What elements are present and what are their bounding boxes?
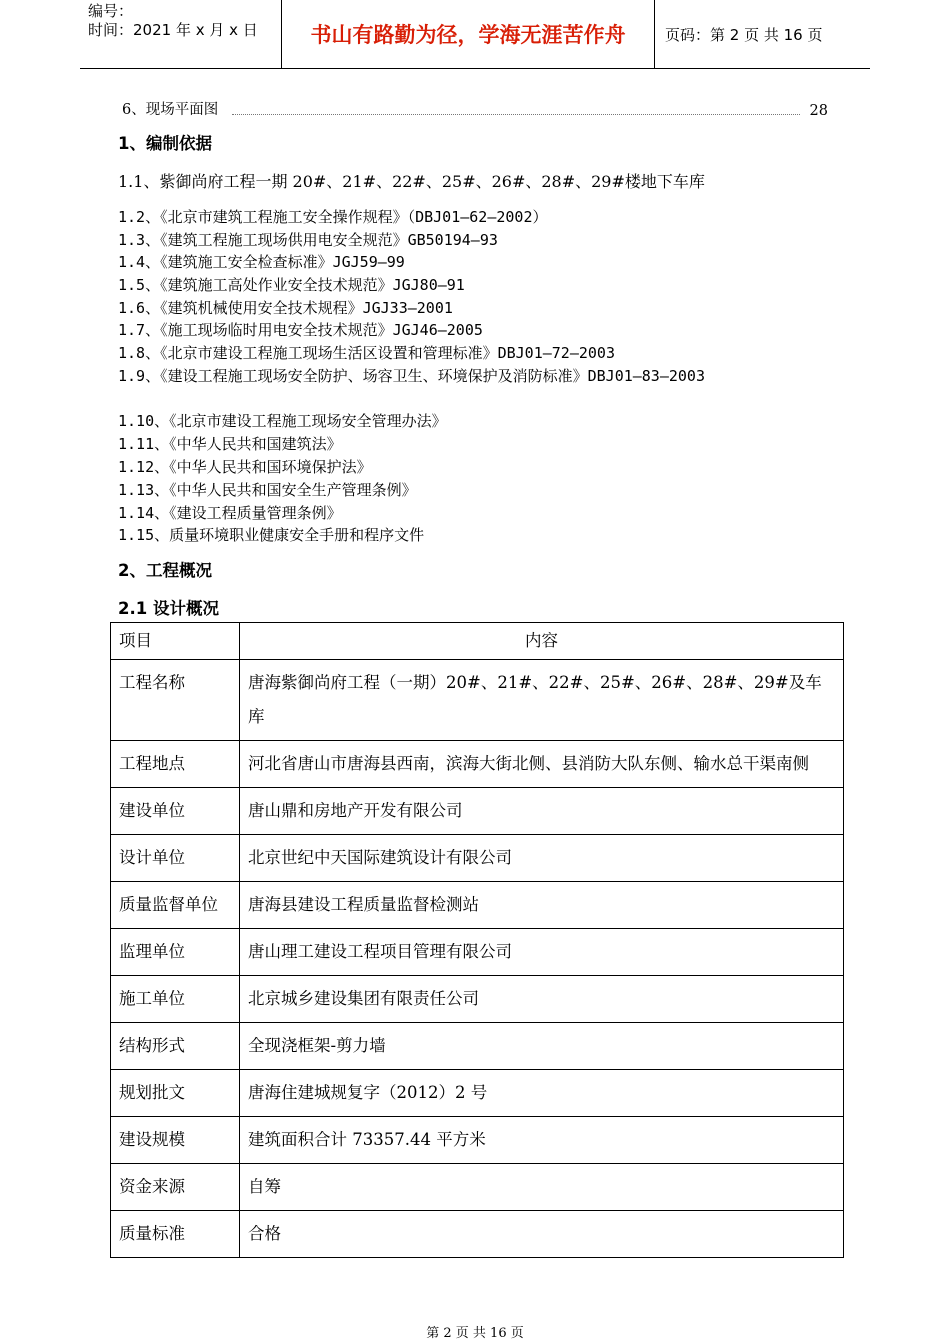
toc-page: 28 [809, 103, 828, 119]
number-label: 编号： [88, 2, 134, 20]
row-key: 设计单位 [111, 835, 240, 882]
row-value: 合格 [240, 1211, 844, 1258]
table-row [111, 788, 844, 835]
row-key: 工程名称 [111, 660, 240, 741]
row-value: 唐山鼎和房地产开发有限公司 [240, 788, 844, 835]
list-item: 1.13、《中华人民共和国安全生产管理条例》 [118, 481, 417, 499]
row-value: 自筹 [240, 1164, 844, 1211]
header-meta [88, 2, 258, 40]
list-item: 1.15、质量环境职业健康安全手册和程序文件 [118, 526, 425, 544]
time-label: 时间：2021 年 x 月 x 日 [88, 21, 258, 39]
row-key: 工程地点 [111, 741, 240, 788]
row-key: 建设规模 [111, 1117, 240, 1164]
row-key: 结构形式 [111, 1023, 240, 1070]
page-footer: 第 2 页 共 16 页 [426, 1326, 524, 1341]
row-value: 北京世纪中天国际建筑设计有限公司 [240, 835, 844, 882]
row-key: 质量标准 [111, 1211, 240, 1258]
table-row [111, 660, 844, 741]
row-key: 资金来源 [111, 1164, 240, 1211]
row-key: 监理单位 [111, 929, 240, 976]
list-item: 1.7、《施工现场临时用电安全技术规范》JGJ46—2005 [118, 321, 483, 339]
table-row [111, 1164, 844, 1211]
section2-subheading: 2.1 设计概况 [118, 599, 219, 618]
row-value: 唐海住建城规复字（2012）2 号 [240, 1070, 844, 1117]
row-value: 北京城乡建设集团有限责任公司 [240, 976, 844, 1023]
list-item: 1.11、《中华人民共和国建筑法》 [118, 435, 342, 453]
list-item: 1.8、《北京市建设工程施工现场生活区设置和管理标准》DBJ01—72—2003 [118, 344, 615, 362]
design-overview-table [110, 622, 844, 1258]
list-item: 1.10、《北京市建设工程施工现场安全管理办法》 [118, 412, 447, 430]
row-key: 质量监督单位 [111, 882, 240, 929]
table-row [111, 741, 844, 788]
page-info: 页码：第 2 页 共 16 页 [665, 25, 823, 44]
header-cell-content: 内容 [240, 623, 844, 660]
toc-leader [232, 114, 799, 115]
list-item: 1.14、《建设工程质量管理条例》 [118, 504, 342, 522]
row-value: 唐山理工建设工程项目管理有限公司 [240, 929, 844, 976]
table-row [111, 835, 844, 882]
table-row [111, 1070, 844, 1117]
table-row [111, 976, 844, 1023]
row-key: 规划批文 [111, 1070, 240, 1117]
list-item: 1.9、《建设工程施工现场安全防护、场容卫生、环境保护及消防标准》DBJ01—83—2003 [118, 367, 705, 385]
table-row [111, 1023, 844, 1070]
section2-heading: 2、工程概况 [118, 561, 212, 580]
page-header [80, 0, 870, 69]
list-item: 1.4、《建筑施工安全检查标准》JGJ59—99 [118, 253, 405, 271]
row-value: 河北省唐山市唐海县西南，滨海大街北侧、县消防大队东侧、输水总干渠南侧 [240, 741, 844, 788]
row-value: 唐海县建设工程质量监督检测站 [240, 882, 844, 929]
row-value: 建筑面积合计 73357.44 平方米 [240, 1117, 844, 1164]
row-key: 施工单位 [111, 976, 240, 1023]
row-value: 全现浇框架-剪力墙 [240, 1023, 844, 1070]
toc-entry[interactable] [122, 98, 828, 119]
list-item: 1.1、紫御尚府工程一期 20#、21#、22#、25#、26#、28#、29#楼地下车库 [118, 172, 705, 191]
motto: 书山有路勤为径，学海无涯苦作舟 [310, 23, 626, 47]
list-item: 1.5、《建筑施工高处作业安全技术规范》JGJ80—91 [118, 276, 465, 294]
row-key: 建设单位 [111, 788, 240, 835]
list-item: 1.3、《建筑工程施工现场供用电安全规范》GB50194—93 [118, 231, 498, 249]
table-header-row [111, 623, 844, 660]
header-cell-item: 项目 [111, 623, 240, 660]
toc-title: 6、现场平面图 [122, 102, 219, 118]
list-item: 1.6、《建筑机械使用安全技术规程》JGJ33—2001 [118, 299, 453, 317]
table-row [111, 882, 844, 929]
table-row [111, 929, 844, 976]
list-item: 1.2、《北京市建筑工程施工安全操作规程》（DBJ01—62—2002） [118, 208, 548, 226]
table-row [111, 1211, 844, 1258]
row-value: 唐海紫御尚府工程（一期）20#、21#、22#、25#、26#、28#、29#及车库 [240, 660, 844, 741]
header-motto-cell [281, 0, 655, 68]
section1-heading: 1、编制依据 [118, 134, 212, 153]
list-item: 1.12、《中华人民共和国环境保护法》 [118, 458, 372, 476]
table-row [111, 1117, 844, 1164]
